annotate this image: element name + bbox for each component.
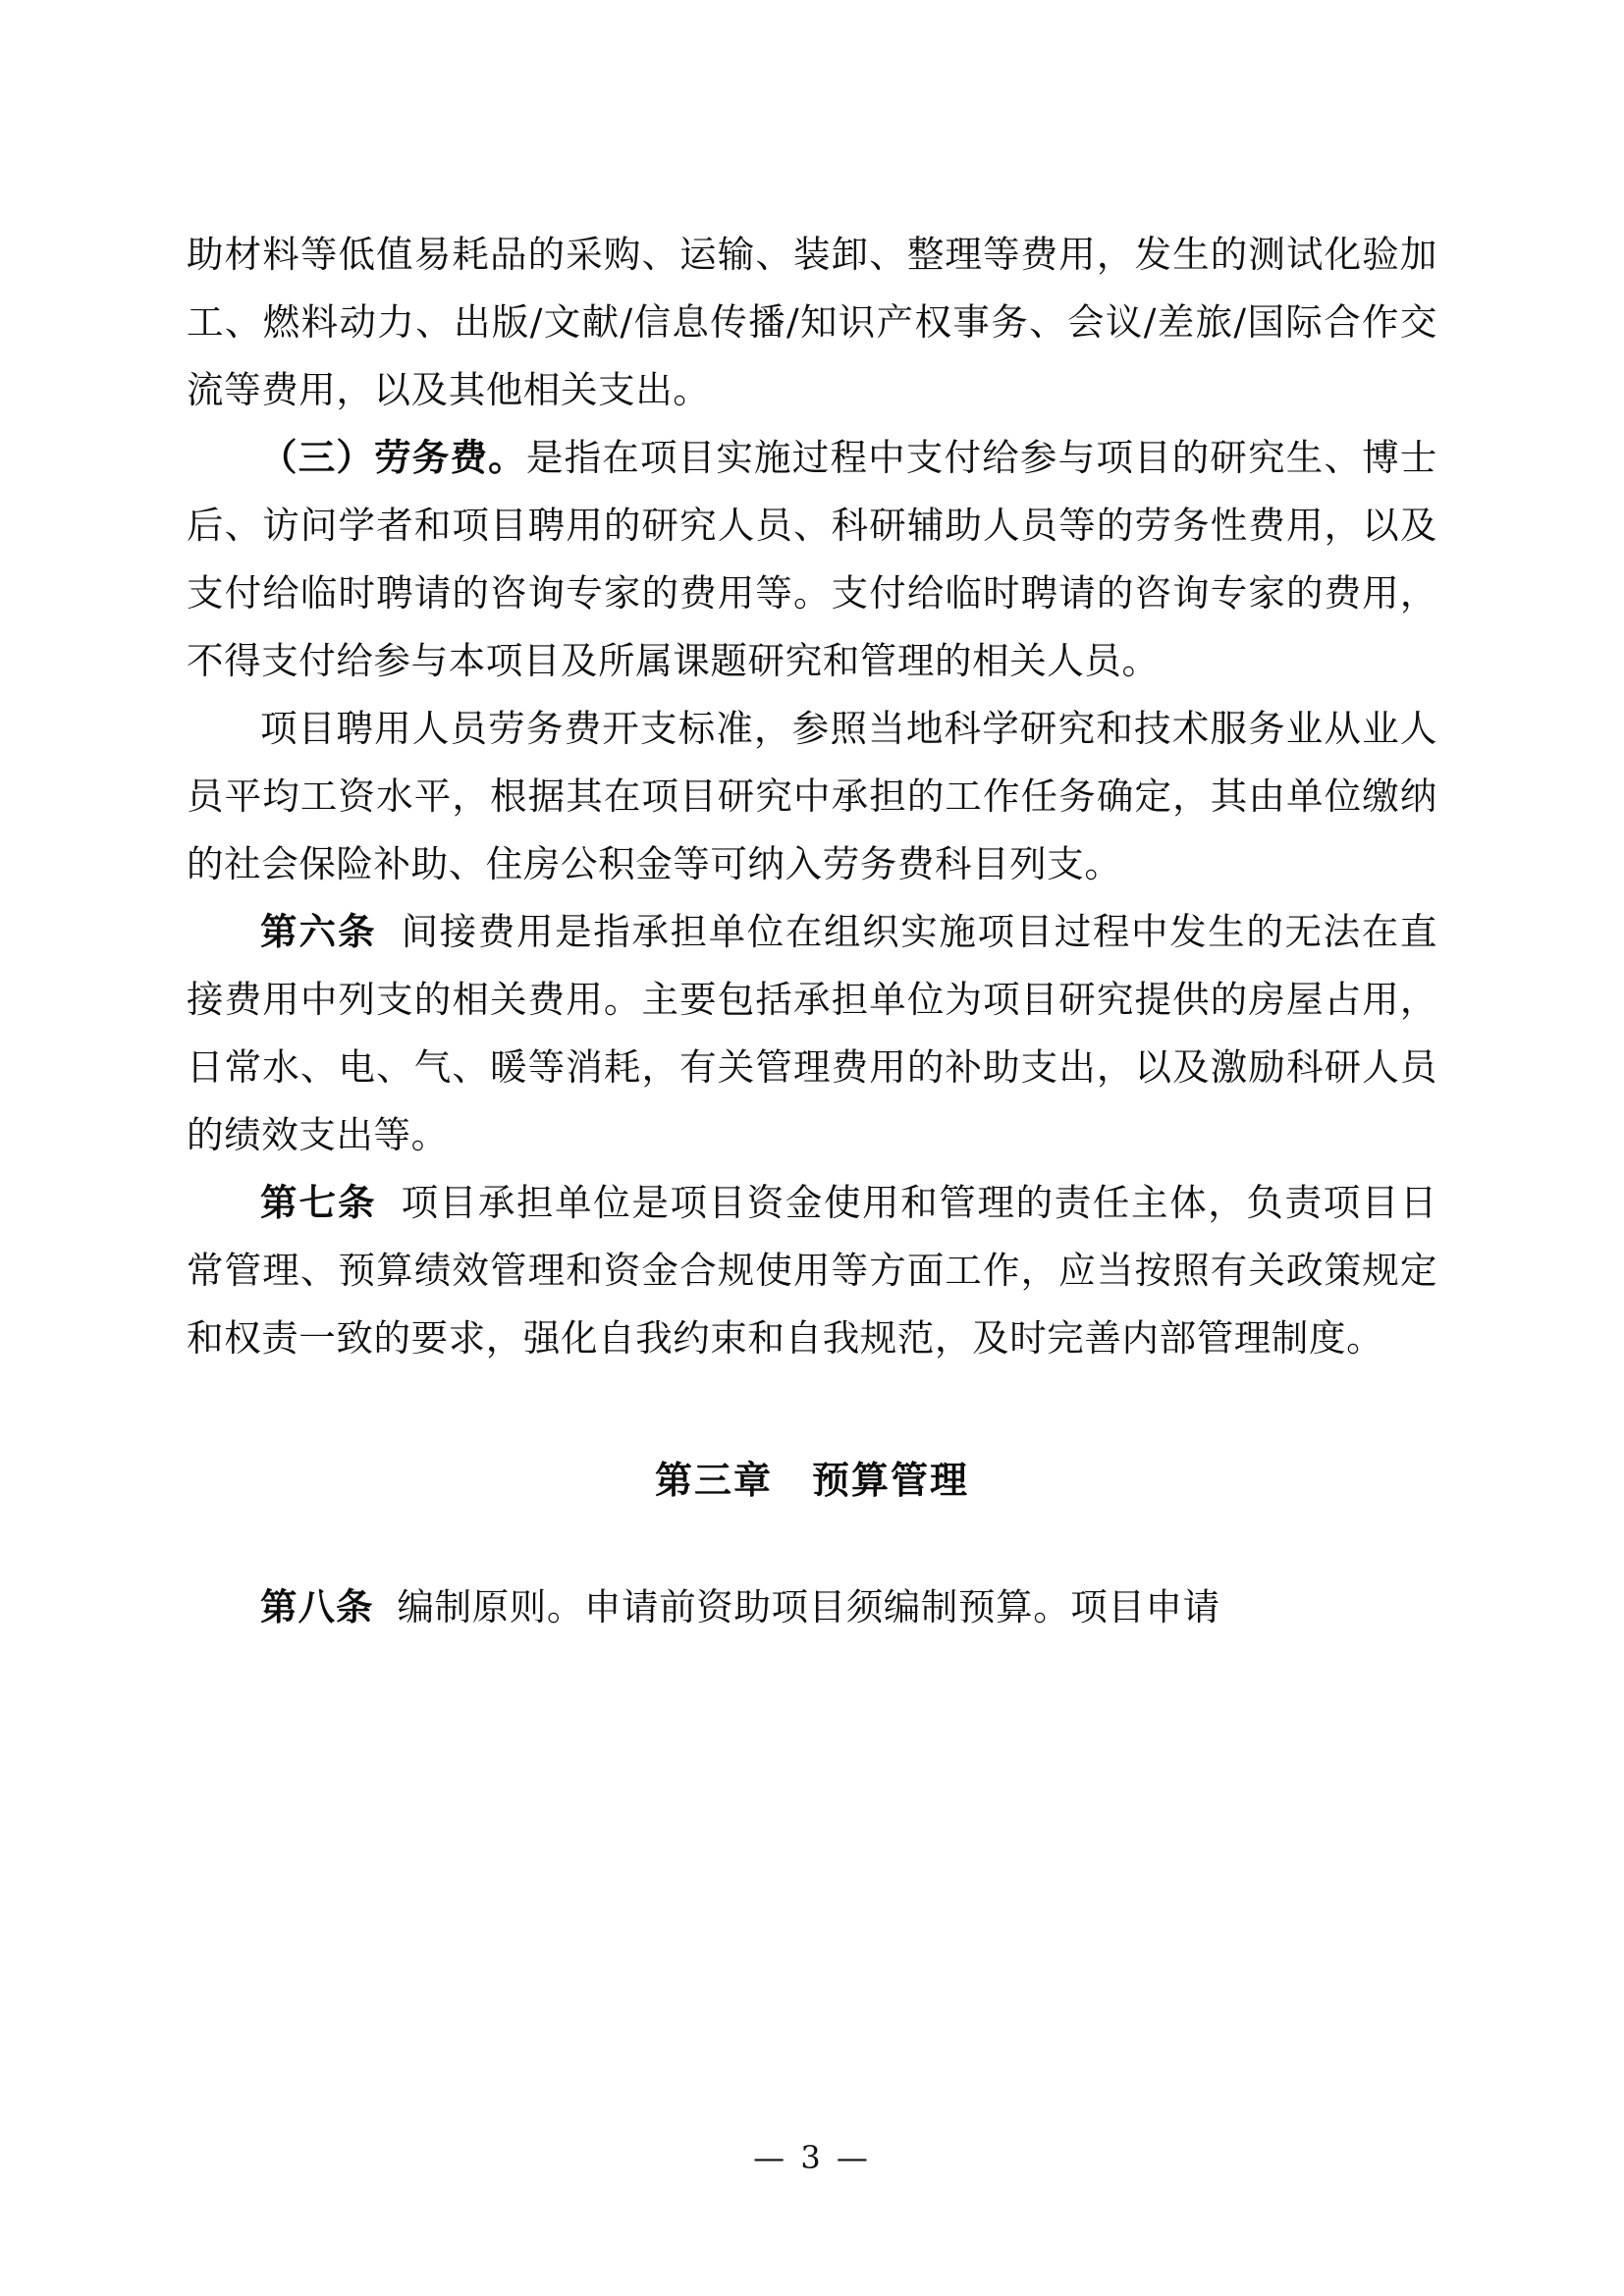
chapter-heading: 第三章 预算管理 [654,1459,969,1502]
paragraph-item-three-labor-fee [187,424,1437,695]
article-seven-text: 项目承担单位是项目资金使用和管理的责任主体，负责项目日常管理、预算绩效管理和资金合规使用等方面工作，应当按照有关政策规定和权责一致的要求，强化自我约束和自我规范，及时完善内部管理制度。 [187,1181,1438,1360]
paragraph-continued-materials: 助材料等低值易耗品的采购、运输、装卸、整理等费用，发生的测试化验加工、燃料动力、出版/文献/信息传播/知识产权事务、会议/差旅/国际合作交流等费用，以及其他相关支出。 [187,233,1437,411]
article-eight-text: 编制原则。申请前资助项目须编制预算。项目申请 [397,1585,1220,1629]
document-body [187,221,1437,1641]
article-seven-label: 第七条 [260,1181,377,1224]
article-six-text: 间接费用是指承担单位在组织实施项目过程中发生的无法在直接费用中列支的相关费用。主要包括承担单位为项目研究提供的房屋占用，日常水、电、气、暖等消耗，有关管理费用的补助支出，以及激励科研人员的绩效支出等。 [187,910,1438,1156]
article-six-label: 第六条 [260,910,377,953]
paragraph-article-eight [187,1574,1437,1641]
page-number: — 3 — [753,2139,871,2176]
article-eight-label: 第八条 [260,1585,374,1629]
section-spacer-after-heading [187,1515,1437,1574]
paragraph-labor-fee-standard: 项目聘用人员劳务费开支标准，参照当地科学研究和技术服务业从业人员平均工资水平，根据其在项目研究中承担的工作任务确定，其由单位缴纳的社会保险补助、住房公积金等可纳入劳务费科目列支。 [187,707,1437,885]
item-three-text: 是指在项目实施过程中支付给参与项目的研究生、博士后、访问学者和项目聘用的研究人员、科研辅助人员等的劳务性费用，以及支付给临时聘请的咨询专家的费用等。支付给临时聘请的咨询专家的费用，不得支付给参与本项目及所属课题研究和管理的相关人员。 [187,436,1437,682]
paragraph-article-six [187,898,1437,1169]
item-three-label: （三）劳务费。 [260,436,526,479]
section-spacer-before-heading [187,1372,1437,1447]
paragraph-article-seven [187,1169,1437,1372]
